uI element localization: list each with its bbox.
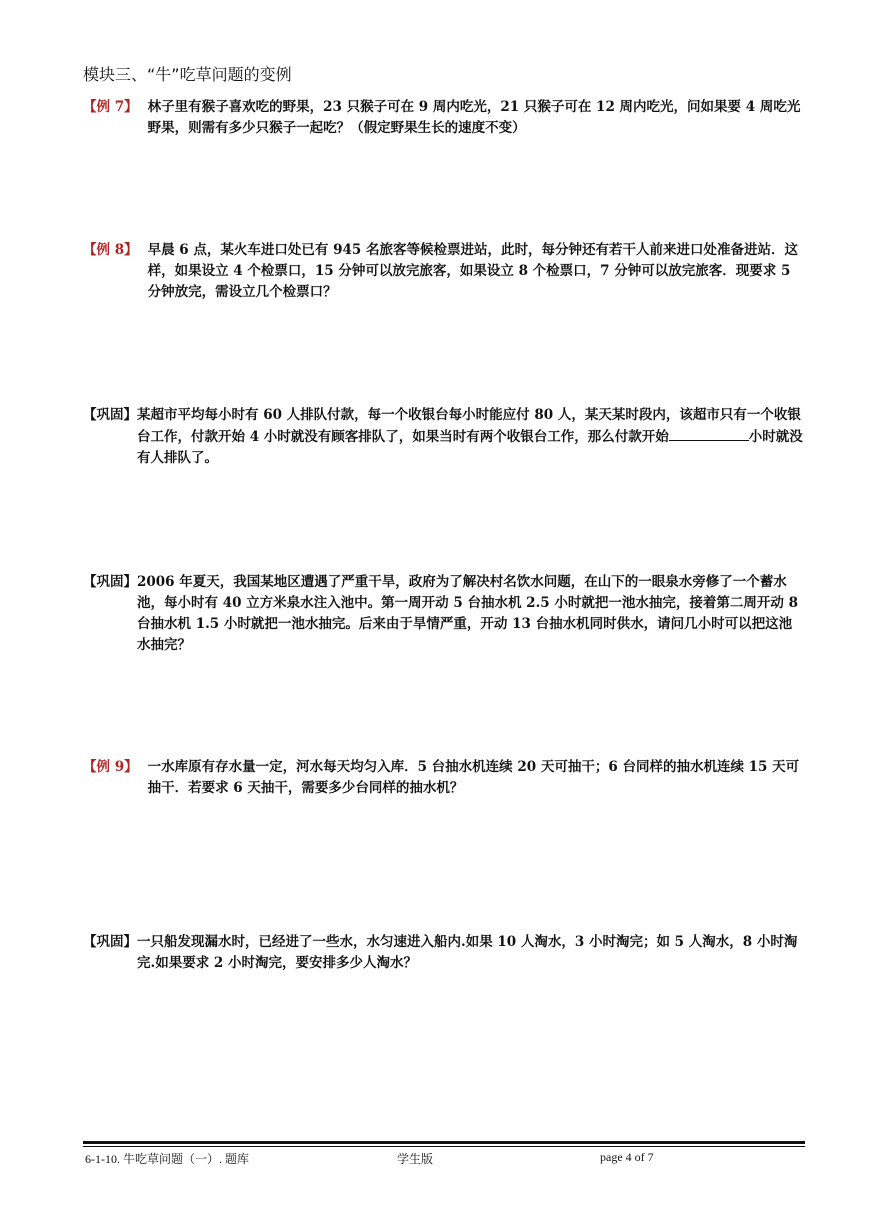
footer-page-number: page 4 of 7 xyxy=(600,1150,654,1164)
section-title: 模块三、“牛”吃草问题的变例 xyxy=(83,65,292,84)
practice-tag: 【巩固】 xyxy=(83,574,137,590)
practice-tag: 【巩固】 xyxy=(83,407,137,423)
practice-1 xyxy=(83,405,805,469)
question-text xyxy=(137,405,805,469)
question-text: 一只船发现漏水时，已经进了一些水，水匀速进入船内.如果 10 人淘水，3 小时淘完；如 5 人淘水，8 小时淘完.如果要求 2 小时淘完，要安排多少人淘水？ xyxy=(137,934,798,971)
example-7 xyxy=(83,97,805,139)
question-text: 2006 年夏天，我国某地区遭遇了严重干旱，政府为了解决村名饮水问题，在山下的一眼泉水旁修了一个蓄水池，每小时有 40 立方米泉水注入池中。第一周开动 5 台抽水机 2.5 小时就把一池水抽完，接着第二周开动 8 台抽水机 1.5 小时就把一池水抽完。后来由于旱情严重，开动 13 台抽水机同时供水，请问几小时可以把这池水抽完？ xyxy=(137,574,798,653)
question-text: 林子里有猴子喜欢吃的野果，23 只猴子可在 9 周内吃光，21 只猴子可在 12 周内吃光，问如果要 4 周吃光野果，则需有多少只猴子一起吃？（假定野果生长的速度不变） xyxy=(147,99,801,136)
question-text: 一水库原有存水量一定，河水每天均匀入库．5 台抽水机连续 20 天可抽干；6 台同样的抽水机连续 15 天可抽干．若要求 6 天抽干，需要多少台同样的抽水机？ xyxy=(147,759,800,796)
answer-blank xyxy=(669,426,749,441)
footer-rule-thin xyxy=(83,1146,805,1147)
example-8 xyxy=(83,240,805,303)
footer-rule-thick xyxy=(83,1141,805,1144)
practice-2 xyxy=(83,572,805,656)
question-text-part-a: 某超市平均每小时有 60 人排队付款，每一个收银台每小时能应付 80 人，某天某时段内，该超市只有一个收银台工作，付款开始 4 小时就没有顾客排队了，如果当时有两个收银台工作，那么付款开始 xyxy=(137,407,801,445)
example-tag: 【例 9】 xyxy=(83,759,138,775)
example-9 xyxy=(83,757,805,799)
question-text-part-b: 小时就没有人排队了。 xyxy=(137,429,803,466)
example-tag: 【例 8】 xyxy=(83,242,138,258)
footer-doc-title: 6-1-10. 牛吃草问题（一）. 题库 xyxy=(85,1152,249,1166)
question-text: 早晨 6 点，某火车进口处已有 945 名旅客等候检票进站，此时，每分钟还有若干人前来进口处准备进站．这样，如果设立 4 个检票口，15 分钟可以放完旅客，如果设立 8 个检票口，7 分钟可以放完旅客．现要求 5 分钟放完，需设立几个检票口？ xyxy=(147,242,798,300)
practice-tag: 【巩固】 xyxy=(83,934,137,950)
practice-3 xyxy=(83,932,805,974)
example-tag: 【例 7】 xyxy=(83,99,138,115)
footer-edition: 学生版 xyxy=(397,1152,434,1166)
